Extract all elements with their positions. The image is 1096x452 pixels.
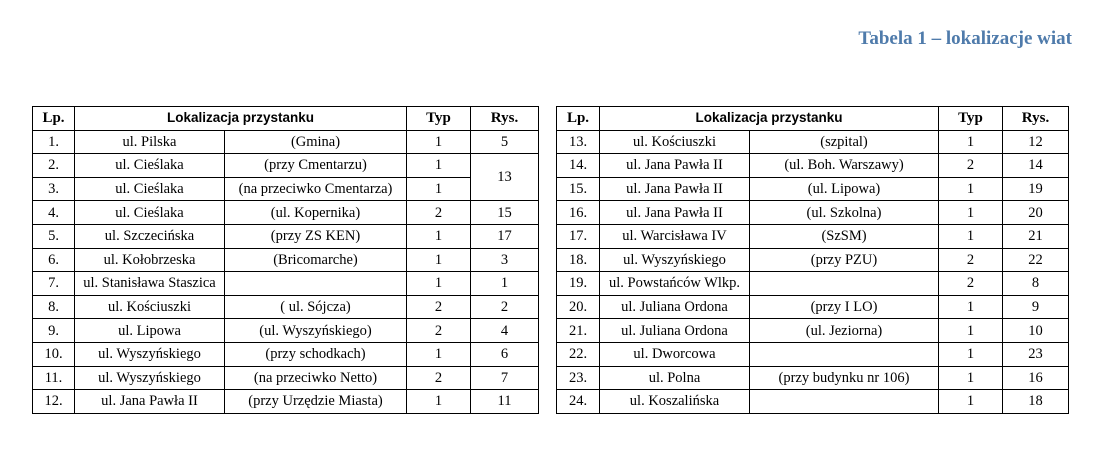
cell-typ: 2: [407, 295, 471, 319]
cell-opis: (przy ZS KEN): [225, 224, 407, 248]
cell-opis: [750, 272, 939, 296]
cell-lp: 13.: [557, 130, 600, 154]
cell-ulica: ul. Koszalińska: [600, 390, 750, 414]
table-row: [557, 319, 1069, 343]
cell-rys: 1: [471, 272, 539, 296]
cell-lp: 10.: [33, 342, 75, 366]
cell-lp: 1.: [33, 130, 75, 154]
cell-lp: 24.: [557, 390, 600, 414]
cell-typ: 2: [407, 319, 471, 343]
cell-ulica: ul. Wyszyńskiego: [75, 342, 225, 366]
cell-ulica: ul. Juliana Ordona: [600, 295, 750, 319]
cell-typ: 2: [407, 366, 471, 390]
cell-rys: 14: [1003, 154, 1069, 178]
cell-ulica: ul. Juliana Ordona: [600, 319, 750, 343]
cell-opis: (przy Cmentarzu): [225, 154, 407, 178]
cell-opis: (SzSM): [750, 224, 939, 248]
cell-typ: 1: [939, 130, 1003, 154]
cell-opis: (Bricomarche): [225, 248, 407, 272]
cell-opis: (ul. Lipowa): [750, 177, 939, 201]
cell-rys: 22: [1003, 248, 1069, 272]
cell-lp: 6.: [33, 248, 75, 272]
cell-ulica: ul. Jana Pawła II: [600, 201, 750, 225]
table-row: [33, 342, 539, 366]
cell-typ: 1: [407, 248, 471, 272]
cell-typ: 1: [939, 201, 1003, 225]
cell-opis: (ul. Szkolna): [750, 201, 939, 225]
header-lp: Lp.: [557, 107, 600, 131]
cell-lp: 14.: [557, 154, 600, 178]
cell-rys: 3: [471, 248, 539, 272]
table-row: [33, 319, 539, 343]
cell-typ: 1: [407, 390, 471, 414]
table-row: [33, 224, 539, 248]
cell-typ: 1: [939, 295, 1003, 319]
cell-opis: [225, 272, 407, 296]
cell-ulica: ul. Cieślaka: [75, 154, 225, 178]
header-typ: Typ: [407, 107, 471, 131]
cell-opis: (przy schodkach): [225, 342, 407, 366]
locations-table-left: [32, 106, 539, 414]
cell-lp: 11.: [33, 366, 75, 390]
cell-typ: 1: [939, 224, 1003, 248]
cell-ulica: ul. Lipowa: [75, 319, 225, 343]
cell-rys: 11: [471, 390, 539, 414]
table-row: [33, 390, 539, 414]
cell-rys: 5: [471, 130, 539, 154]
cell-lp: 17.: [557, 224, 600, 248]
cell-typ: 1: [407, 224, 471, 248]
cell-rys: 23: [1003, 342, 1069, 366]
cell-ulica: ul. Wyszyńskiego: [75, 366, 225, 390]
header-rys: Rys.: [471, 107, 539, 131]
cell-opis: (na przeciwko Netto): [225, 366, 407, 390]
cell-typ: 1: [407, 177, 471, 201]
cell-rys: 8: [1003, 272, 1069, 296]
cell-opis: (przy budynku nr 106): [750, 366, 939, 390]
cell-opis: (przy Urzędzie Miasta): [225, 390, 407, 414]
cell-ulica: ul. Jana Pawła II: [600, 177, 750, 201]
cell-opis: (ul. Jeziorna): [750, 319, 939, 343]
cell-typ: 1: [407, 130, 471, 154]
cell-lp: 2.: [33, 154, 75, 178]
header-row: [33, 107, 539, 131]
cell-rys: 17: [471, 224, 539, 248]
cell-lp: 4.: [33, 201, 75, 225]
cell-ulica: ul. Dworcowa: [600, 342, 750, 366]
cell-typ: 2: [939, 272, 1003, 296]
cell-ulica: ul. Kościuszki: [75, 295, 225, 319]
cell-lp: 15.: [557, 177, 600, 201]
cell-opis: (Gmina): [225, 130, 407, 154]
table-row: [33, 295, 539, 319]
table-row: [33, 177, 539, 201]
cell-opis: [750, 342, 939, 366]
cell-ulica: ul. Stanisława Staszica: [75, 272, 225, 296]
cell-lp: 19.: [557, 272, 600, 296]
cell-typ: 1: [939, 342, 1003, 366]
cell-opis: (przy PZU): [750, 248, 939, 272]
cell-lp: 16.: [557, 201, 600, 225]
cell-opis: ( ul. Sójcza): [225, 295, 407, 319]
cell-ulica: ul. Pilska: [75, 130, 225, 154]
table-row: [557, 130, 1069, 154]
cell-lp: 5.: [33, 224, 75, 248]
cell-lp: 23.: [557, 366, 600, 390]
table-row: [557, 201, 1069, 225]
table-row: [557, 295, 1069, 319]
cell-lp: 18.: [557, 248, 600, 272]
cell-ulica: ul. Kościuszki: [600, 130, 750, 154]
cell-rys: 21: [1003, 224, 1069, 248]
table-row: [557, 366, 1069, 390]
cell-ulica: ul. Warcisława IV: [600, 224, 750, 248]
header-lokalizacja: Lokalizacja przystanku: [75, 107, 407, 131]
cell-ulica: ul. Jana Pawła II: [75, 390, 225, 414]
cell-lp: 20.: [557, 295, 600, 319]
cell-rys: 13: [471, 154, 539, 201]
cell-rys: 7: [471, 366, 539, 390]
cell-typ: 1: [939, 366, 1003, 390]
cell-ulica: ul. Jana Pawła II: [600, 154, 750, 178]
table-caption: Tabela 1 – lokalizacje wiat: [858, 28, 1072, 49]
cell-ulica: ul. Cieślaka: [75, 201, 225, 225]
cell-lp: 22.: [557, 342, 600, 366]
cell-rys: 10: [1003, 319, 1069, 343]
cell-typ: 2: [939, 154, 1003, 178]
table-row: [557, 342, 1069, 366]
table-row: [33, 366, 539, 390]
cell-lp: 12.: [33, 390, 75, 414]
table-row: [557, 177, 1069, 201]
cell-typ: 1: [939, 177, 1003, 201]
cell-opis: [750, 390, 939, 414]
cell-rys: 6: [471, 342, 539, 366]
cell-typ: 1: [939, 319, 1003, 343]
cell-opis: (ul. Wyszyńskiego): [225, 319, 407, 343]
cell-typ: 2: [939, 248, 1003, 272]
cell-opis: (ul. Boh. Warszawy): [750, 154, 939, 178]
cell-rys: 19: [1003, 177, 1069, 201]
header-row: [557, 107, 1069, 131]
cell-rys: 15: [471, 201, 539, 225]
cell-ulica: ul. Kołobrzeska: [75, 248, 225, 272]
cell-typ: 1: [939, 390, 1003, 414]
cell-ulica: ul. Cieślaka: [75, 177, 225, 201]
cell-typ: 2: [407, 201, 471, 225]
cell-rys: 9: [1003, 295, 1069, 319]
cell-rys: 2: [471, 295, 539, 319]
table-row: [33, 248, 539, 272]
header-rys: Rys.: [1003, 107, 1069, 131]
cell-rys: 20: [1003, 201, 1069, 225]
cell-typ: 1: [407, 342, 471, 366]
cell-typ: 1: [407, 272, 471, 296]
table-row: [557, 272, 1069, 296]
cell-rys: 4: [471, 319, 539, 343]
header-lokalizacja: Lokalizacja przystanku: [600, 107, 939, 131]
cell-opis: (na przeciwko Cmentarza): [225, 177, 407, 201]
table-row: [557, 224, 1069, 248]
header-typ: Typ: [939, 107, 1003, 131]
cell-ulica: ul. Szczecińska: [75, 224, 225, 248]
table-row: [557, 154, 1069, 178]
cell-lp: 21.: [557, 319, 600, 343]
cell-rys: 18: [1003, 390, 1069, 414]
cell-lp: 7.: [33, 272, 75, 296]
cell-rys: 12: [1003, 130, 1069, 154]
locations-table-right: [556, 106, 1069, 414]
table-row: [557, 248, 1069, 272]
cell-ulica: ul. Wyszyńskiego: [600, 248, 750, 272]
cell-opis: (przy I LO): [750, 295, 939, 319]
cell-lp: 9.: [33, 319, 75, 343]
cell-opis: (szpital): [750, 130, 939, 154]
cell-lp: 3.: [33, 177, 75, 201]
cell-rys: 16: [1003, 366, 1069, 390]
cell-opis: (ul. Kopernika): [225, 201, 407, 225]
table-body-right: [557, 130, 1069, 413]
table-body-left: [33, 130, 539, 413]
table-row: [33, 272, 539, 296]
table-row: [557, 390, 1069, 414]
cell-ulica: ul. Polna: [600, 366, 750, 390]
table-row: [33, 154, 539, 178]
cell-typ: 1: [407, 154, 471, 178]
cell-ulica: ul. Powstańców Wlkp.: [600, 272, 750, 296]
table-row: [33, 130, 539, 154]
cell-lp: 8.: [33, 295, 75, 319]
table-row: [33, 201, 539, 225]
header-lp: Lp.: [33, 107, 75, 131]
